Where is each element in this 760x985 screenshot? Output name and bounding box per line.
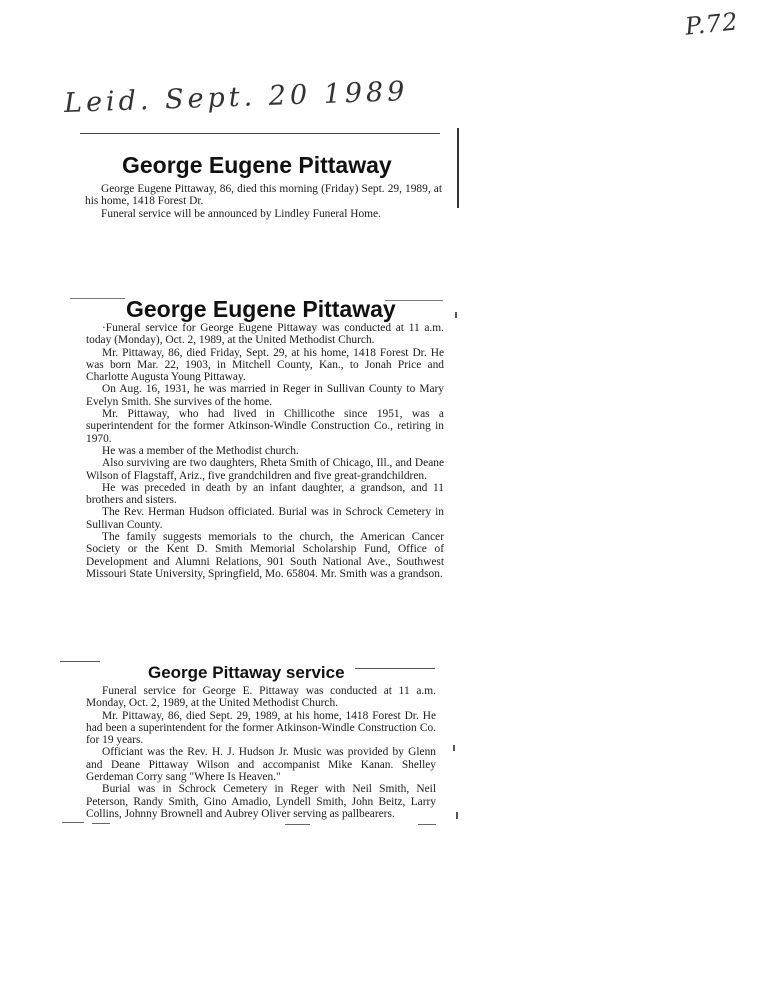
clipping2-body	[86, 322, 444, 580]
paragraph: George Eugene Pittaway, 86, died this morning (Friday) Sept. 29, 1989, at his home, 1418 Forest Dr.	[85, 183, 442, 208]
paragraph: Funeral service will be announced by Lindley Funeral Home.	[101, 207, 381, 220]
handwritten-page-number: P.72	[683, 7, 740, 41]
paragraph: The family suggests memorials to the church, the American Cancer Society or the Kent D. Smith Memorial Scholarship Fund, Office of Development and Alumni Relations, 901 South National Ave., Southwest Missouri State University, Springfield, Mo. 65804. Mr. Smith was a grandson.	[86, 531, 444, 580]
clipping3-bottom-mark-center	[285, 824, 310, 825]
handwritten-date-note: Leid. Sept. 20 1989	[63, 75, 409, 120]
paragraph: On Aug. 16, 1931, he was married in Reger in Sullivan County to Mary Evelyn Smith. She survives of the home.	[86, 383, 444, 408]
clipping1-headline: George Eugene Pittaway	[122, 152, 392, 178]
paragraph: He was preceded in death by an infant daughter, a grandson, and 11 brothers and sisters.	[86, 481, 444, 507]
clipping2-left-rule	[70, 298, 125, 299]
scan-speck	[456, 812, 458, 819]
clipping3-headline: George Pittaway service	[148, 663, 345, 682]
paragraph: Mr. Pittaway, 86, died Friday, Sept. 29, at his home, 1418 Forest Dr. He was born Mar. 22, 1903, in Mitchell County, Kan., to Jonah Price and Charlotte Augusta Young Pittaway.	[86, 346, 444, 384]
clipping3-bottom-mark-left	[62, 822, 84, 823]
paragraph: Also surviving are two daughters, Rheta Smith of Chicago, Ill., and Deane Wilson of Flagstaff, Ariz., five grandchildren and five great-grandchildren.	[86, 457, 444, 482]
scan-speck	[453, 745, 455, 751]
clipping3-bottom-mark-left2	[92, 823, 110, 824]
paragraph: Mr. Pittaway, 86, died Sept. 29, 1989, at his home, 1418 Forest Dr. He had been a superintendent for the former Atkinson-Windle Construction Co. for 19 years.	[86, 709, 436, 747]
scan-speck	[455, 312, 457, 318]
paragraph: He was a member of the Methodist church.	[102, 444, 299, 457]
clipping1-top-rule	[80, 133, 440, 134]
clipping3-right-rule	[355, 668, 435, 669]
clipping1-body	[85, 183, 442, 220]
clipping2-headline: George Eugene Pittaway	[126, 296, 396, 322]
clipping3-left-rule	[60, 661, 100, 662]
paragraph: ·Funeral service for George Eugene Pittaway was conducted at 11 a.m. today (Monday), Oct. 2, 1989, at the United Methodist Church.	[86, 322, 444, 347]
paragraph: Mr. Pittaway, who had lived in Chillicothe since 1951, was a superintendent for the former Atkinson-Windle Construction Co., retiring in 1970.	[86, 408, 444, 445]
paragraph: Officiant was the Rev. H. J. Hudson Jr. Music was provided by Glenn and Deane Pittaway Wilson and accompanist Mike Kanan. Shelley Gerdeman Corry sang "Where Is Heaven."	[86, 746, 436, 784]
paragraph: The Rev. Herman Hudson officiated. Burial was in Schrock Cemetery in Sullivan County.	[86, 506, 444, 531]
clipping1-right-edge	[457, 128, 459, 208]
clipping3-bottom-mark-right	[418, 824, 436, 825]
clipping3-body	[86, 685, 436, 820]
paragraph: Burial was in Schrock Cemetery in Reger with Neil Smith, Neil Peterson, Randy Smith, Gino Amadio, Lyndell Smith, John Beitz, Larry Collins, Johnny Brownell and Aubrey Oliver serving as pallbearers.	[86, 783, 436, 820]
paragraph: Funeral service for George E. Pittaway was conducted at 11 a.m. Monday, Oct. 2, 1989, at the United Methodist Church.	[86, 685, 436, 710]
